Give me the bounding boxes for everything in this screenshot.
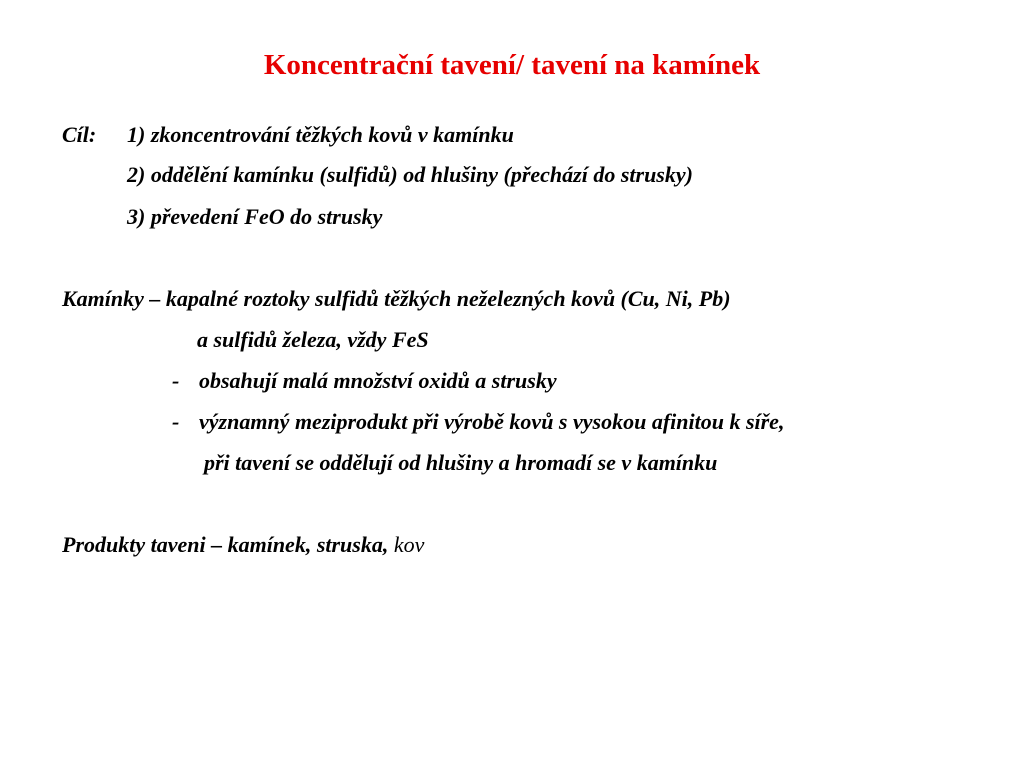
products-metal: kov [393, 532, 425, 557]
goal-label: Cíl: [62, 122, 97, 147]
products-main: Produkty taveni – kamínek, struska, [62, 532, 389, 557]
slide-title: Koncentrační tavení/ tavení na kamínek [263, 49, 761, 81]
goal-item-3: 3) převedení FeO do strusky [127, 204, 383, 229]
mattes-bullet-2-dash: - [172, 409, 180, 434]
goal-item-2: 2) oddělění kamínku (sulfidů) od hlušiny (přechází do strusky) [127, 162, 693, 187]
goal-item-1: 1) zkoncentrování těžkých kovů v kamínku [127, 122, 514, 147]
mattes-definition-cont: a sulfidů železa, vždy FeS [197, 327, 429, 352]
mattes-definition: Kamínky – kapalné roztoky sulfidů těžkých neželezných kovů (Cu, Ni, Pb) [62, 286, 731, 311]
mattes-bullet-2: významný meziprodukt při výrobě kovů s vysokou afinitou k síře, [199, 409, 785, 434]
products-line [62, 532, 424, 558]
mattes-bullet-1-dash: - [172, 368, 180, 393]
mattes-bullet-2-cont: při tavení se oddělují od hlušiny a hromadí se v kamínku [204, 450, 718, 475]
mattes-bullet-1: obsahují malá množství oxidů a strusky [199, 368, 557, 393]
